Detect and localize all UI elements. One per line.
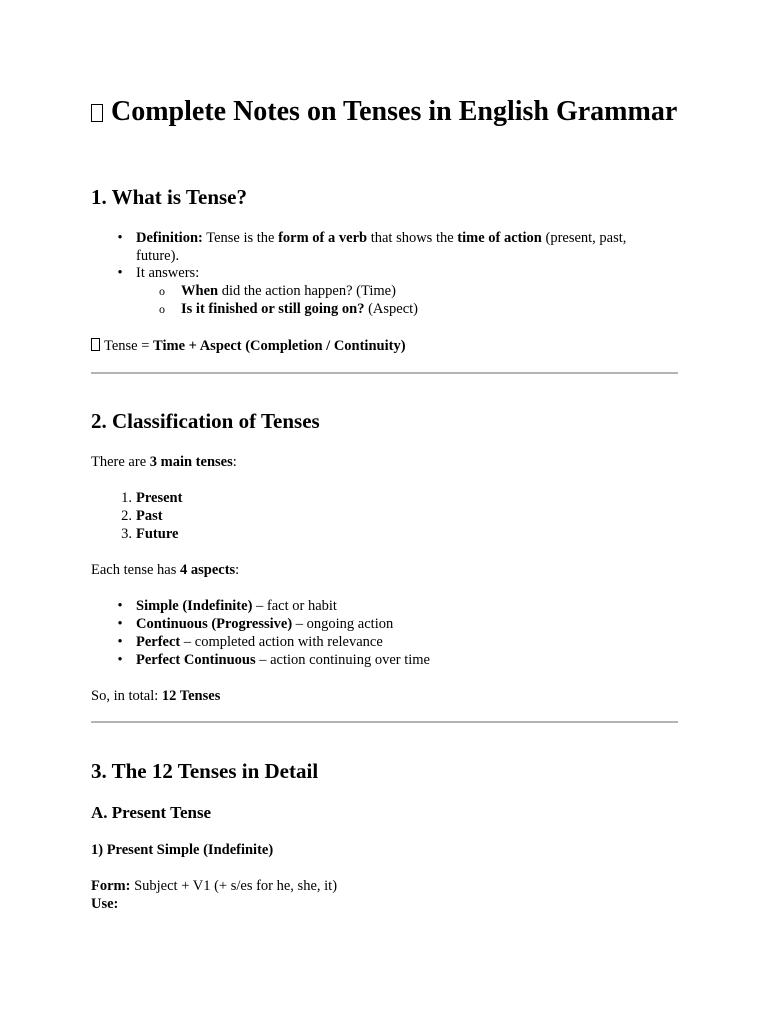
- bullet-icon: •: [117, 652, 123, 668]
- definition-bold-2: time of action: [457, 230, 542, 246]
- answers-text: It answers:: [136, 265, 200, 281]
- total-bold: 12 Tenses: [161, 688, 221, 704]
- bullet-icon: •: [117, 616, 123, 632]
- section-heading-what-is-tense: 1. What is Tense?: [91, 185, 247, 209]
- total-tenses: [91, 687, 678, 705]
- circle-bullet-icon: o: [159, 302, 165, 316]
- aspect-name: Perfect Continuous: [136, 652, 256, 668]
- subheading-present-simple: 1) Present Simple (Indefinite): [91, 842, 274, 858]
- aspect-name: Simple (Indefinite): [136, 598, 253, 614]
- formula-bold: Time + Aspect (Completion / Continuity): [153, 338, 406, 354]
- aspect-desc: – ongoing action: [292, 616, 394, 632]
- tense-name: Future: [136, 526, 179, 542]
- use-label: Use:: [91, 896, 119, 912]
- formula-prefix: Tense =: [104, 338, 154, 354]
- aspects-suffix: :: [235, 562, 240, 578]
- section-heading-classification: 2. Classification of Tenses: [91, 409, 320, 433]
- tense-formula: [91, 337, 678, 355]
- section-heading-detail: 3. The 12 Tenses in Detail: [91, 759, 319, 783]
- page-title: [91, 94, 677, 130]
- tense-name: Past: [136, 508, 163, 524]
- bullet-icon: •: [117, 598, 123, 614]
- bullet-icon: •: [117, 265, 123, 281]
- form-label: Form:: [91, 878, 131, 894]
- missing-glyph-icon: [91, 338, 100, 351]
- bullet-icon: •: [117, 230, 123, 246]
- aspect-name: Perfect: [136, 634, 181, 650]
- definition-bold-1: form of a verb: [278, 230, 368, 246]
- q1-bold: When: [181, 283, 219, 299]
- ordered-item-present: [121, 489, 678, 507]
- aspect-desc: – fact or habit: [252, 598, 337, 614]
- page-title-text: Complete Notes on Tenses in English Grammar: [111, 96, 678, 127]
- aspects-prefix: Each tense has: [91, 562, 180, 578]
- definition-label: Definition:: [136, 230, 203, 246]
- list-number: 3.: [121, 526, 132, 542]
- definition-text-2: that shows the: [367, 230, 458, 246]
- form-text: Subject + V1 (+ s/es for he, she, it): [130, 878, 338, 894]
- tense-name: Present: [136, 490, 183, 506]
- aspect-name: Continuous (Progressive): [136, 616, 293, 632]
- q1-text: did the action happen? (Time): [218, 283, 396, 299]
- horizontal-divider: [91, 372, 678, 374]
- aspects-bold: 4 aspects: [179, 562, 236, 578]
- definition-text-1: Tense is the: [202, 230, 279, 246]
- list-item-aspect-perfect-continuous: [117, 651, 678, 669]
- intro-suffix: :: [232, 454, 237, 470]
- main-tenses-intro: [91, 453, 678, 471]
- intro-bold: 3 main tenses: [149, 454, 233, 470]
- sub-list-item-finished: [159, 300, 678, 318]
- q2-text: (Aspect): [364, 301, 418, 317]
- list-number: 1.: [121, 490, 132, 506]
- definition-text-3: (present, past,: [541, 230, 627, 246]
- aspect-desc: – action continuing over time: [255, 652, 430, 668]
- definition-text-4: future).: [136, 248, 180, 264]
- ordered-item-future: [121, 525, 678, 543]
- list-item-answers: [117, 264, 678, 282]
- sub-list-item-when: [159, 282, 678, 300]
- list-item-aspect-continuous: [117, 615, 678, 633]
- q2-bold: Is it finished or still going on?: [181, 301, 365, 317]
- ordered-item-past: [121, 507, 678, 525]
- missing-glyph-icon: [91, 104, 103, 122]
- horizontal-divider: [91, 721, 678, 723]
- total-prefix: So, in total:: [91, 688, 162, 704]
- form-line: [91, 877, 678, 913]
- list-item-aspect-simple: [117, 597, 678, 615]
- intro-prefix: There are: [91, 454, 150, 470]
- list-number: 2.: [121, 508, 132, 524]
- circle-bullet-icon: o: [159, 284, 165, 298]
- list-item-aspect-perfect: [117, 633, 678, 651]
- bullet-icon: •: [117, 634, 123, 650]
- list-item-definition: [117, 229, 678, 265]
- aspects-intro: [91, 561, 678, 579]
- aspect-desc: – completed action with relevance: [180, 634, 383, 650]
- subheading-present-tense: A. Present Tense: [91, 803, 212, 822]
